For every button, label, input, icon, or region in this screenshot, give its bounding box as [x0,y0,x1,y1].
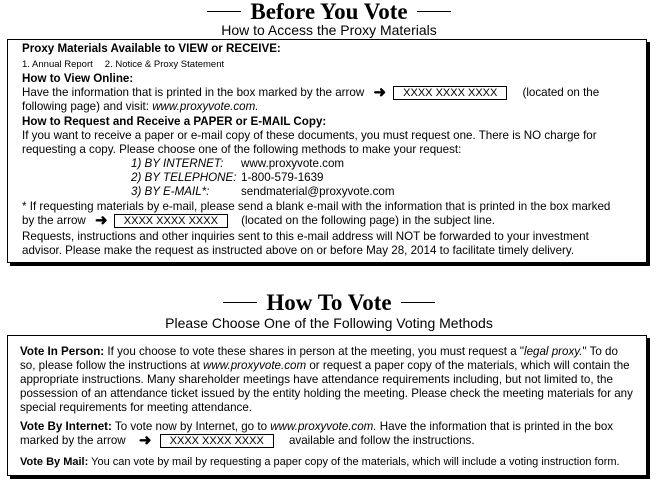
proxyvote-link[interactable]: www.proxyvote.com [203,359,307,372]
before-you-vote-title: Before You Vote [250,0,408,24]
mail-text: You can vote by mail by requesting a paper copy of the materials, which will include a voting instruction form. [88,456,620,468]
material-annual-report: 1. Annual Report [22,59,93,70]
title-rule-right [401,302,435,303]
in-person-line-5: special requirements for meeting attendance. [20,401,253,414]
title-rule-left [207,11,241,12]
before-subtitle: How to Access the Proxy Materials [221,22,437,38]
vote-by-mail-label: Vote By Mail: [20,456,89,468]
inquiries-2: advisor. Please make the request as instructed above on or before May 28, 2014 to facilitate timely delivery. [22,244,575,257]
in-person-line-1 [20,345,618,358]
legal-proxy-text: legal proxy. [524,345,583,358]
control-number-box: XXXX XXXX XXXX [160,434,274,448]
method-telephone-label: 2) BY TELEPHONE: [131,171,237,184]
control-number-box: XXXX XXXX XXXX [393,86,507,100]
control-number-box: XXXX XXXX XXXX [114,214,228,228]
view-online-located: (located on the [522,86,600,100]
method-internet-value[interactable]: www.proxyvote.com [241,157,345,170]
before-title-wrap [0,0,658,24]
email-note-by-arrow: by the arrow [22,214,86,228]
method-internet-label: 1) BY INTERNET: [131,157,224,170]
email-note-2 [22,214,495,228]
arrow-right-icon: ➜ [95,212,108,229]
in-person-text-end: " To do [582,345,618,358]
internet-text-end: Have the information that is printed in the box [376,420,614,433]
how-subtitle: Please Choose One of the Following Voting Methods [165,315,493,331]
in-person-line-4: possession of an attendance ticket issued by the entity holding the meeting. Please check the meeting materials for any [20,387,633,400]
vote-by-internet-label: Vote By Internet: [20,420,112,433]
title-rule-right [417,11,451,12]
how-title-wrap [0,291,658,315]
material-notice-proxy: 2. Notice & Proxy Statement [104,59,225,70]
internet-line-2 [20,434,475,448]
view-online-line-1 [22,86,599,100]
arrow-right-icon: ➜ [138,432,152,449]
internet-follow-text: available and follow the instructions. [288,434,475,448]
proxyvote-link[interactable]: www.proxyvote.com. [152,100,259,113]
how-to-vote-box [7,335,647,476]
method-email-value[interactable]: sendmaterial@proxyvote.com [241,185,395,198]
internet-line-1 [20,420,613,433]
view-online-text: Have the information that is printed in the box marked by the arrow [22,86,365,100]
request-heading: How to Request and Receive a PAPER or E-MAIL Copy: [22,115,327,128]
view-online-heading: How to View Online: [22,72,134,85]
mail-line [20,456,620,469]
how-to-vote-title: How To Vote [266,290,392,315]
in-person-text-2a: so, please follow the instructions at [20,359,204,372]
email-note-located: (located on the following page) in the subject line. [241,214,496,228]
inquiries-1: Requests, instructions and other inquiries sent to this e-mail address will NOT be forwarded to your investment [22,230,589,243]
view-online-text-2: following page) and visit: [22,100,153,113]
proxy-materials-heading: Proxy Materials Available to VIEW or RECEIVE: [22,42,281,55]
request-text-2: requesting a copy. Please choose one of the following methods to make your request: [22,143,462,156]
in-person-text: If you choose to vote these shares in person at the meeting, you must request a " [104,345,524,358]
materials-list [22,58,224,71]
method-email-label: 3) BY E-MAIL*: [131,185,210,198]
internet-text: To vote now by Internet, go to [111,420,271,433]
in-person-text-2c: or request a paper copy of the materials, which will contain the [306,359,630,372]
title-rule-left [223,302,257,303]
arrow-right-icon: ➜ [373,84,387,101]
internet-marked-text: marked by the arrow [20,434,126,448]
method-telephone-value: 1-800-579-1639 [241,171,324,184]
view-online-line-2 [22,100,259,113]
before-vote-box [7,39,647,263]
email-note-1: * If requesting materials by e-mail, please send a blank e-mail with the information that is printed in the box marked [22,200,611,213]
in-person-line-2 [20,359,630,372]
request-text-1: If you want to receive a paper or e-mail copy of these documents, you must request one. There is NO charge for [22,129,597,142]
proxyvote-link[interactable]: www.proxyvote.com. [270,420,377,433]
vote-in-person-label: Vote In Person: [20,345,105,358]
in-person-line-3: appropriate instructions. Many shareholder meetings have attendance requirements including, but not limited to, the [20,373,613,386]
